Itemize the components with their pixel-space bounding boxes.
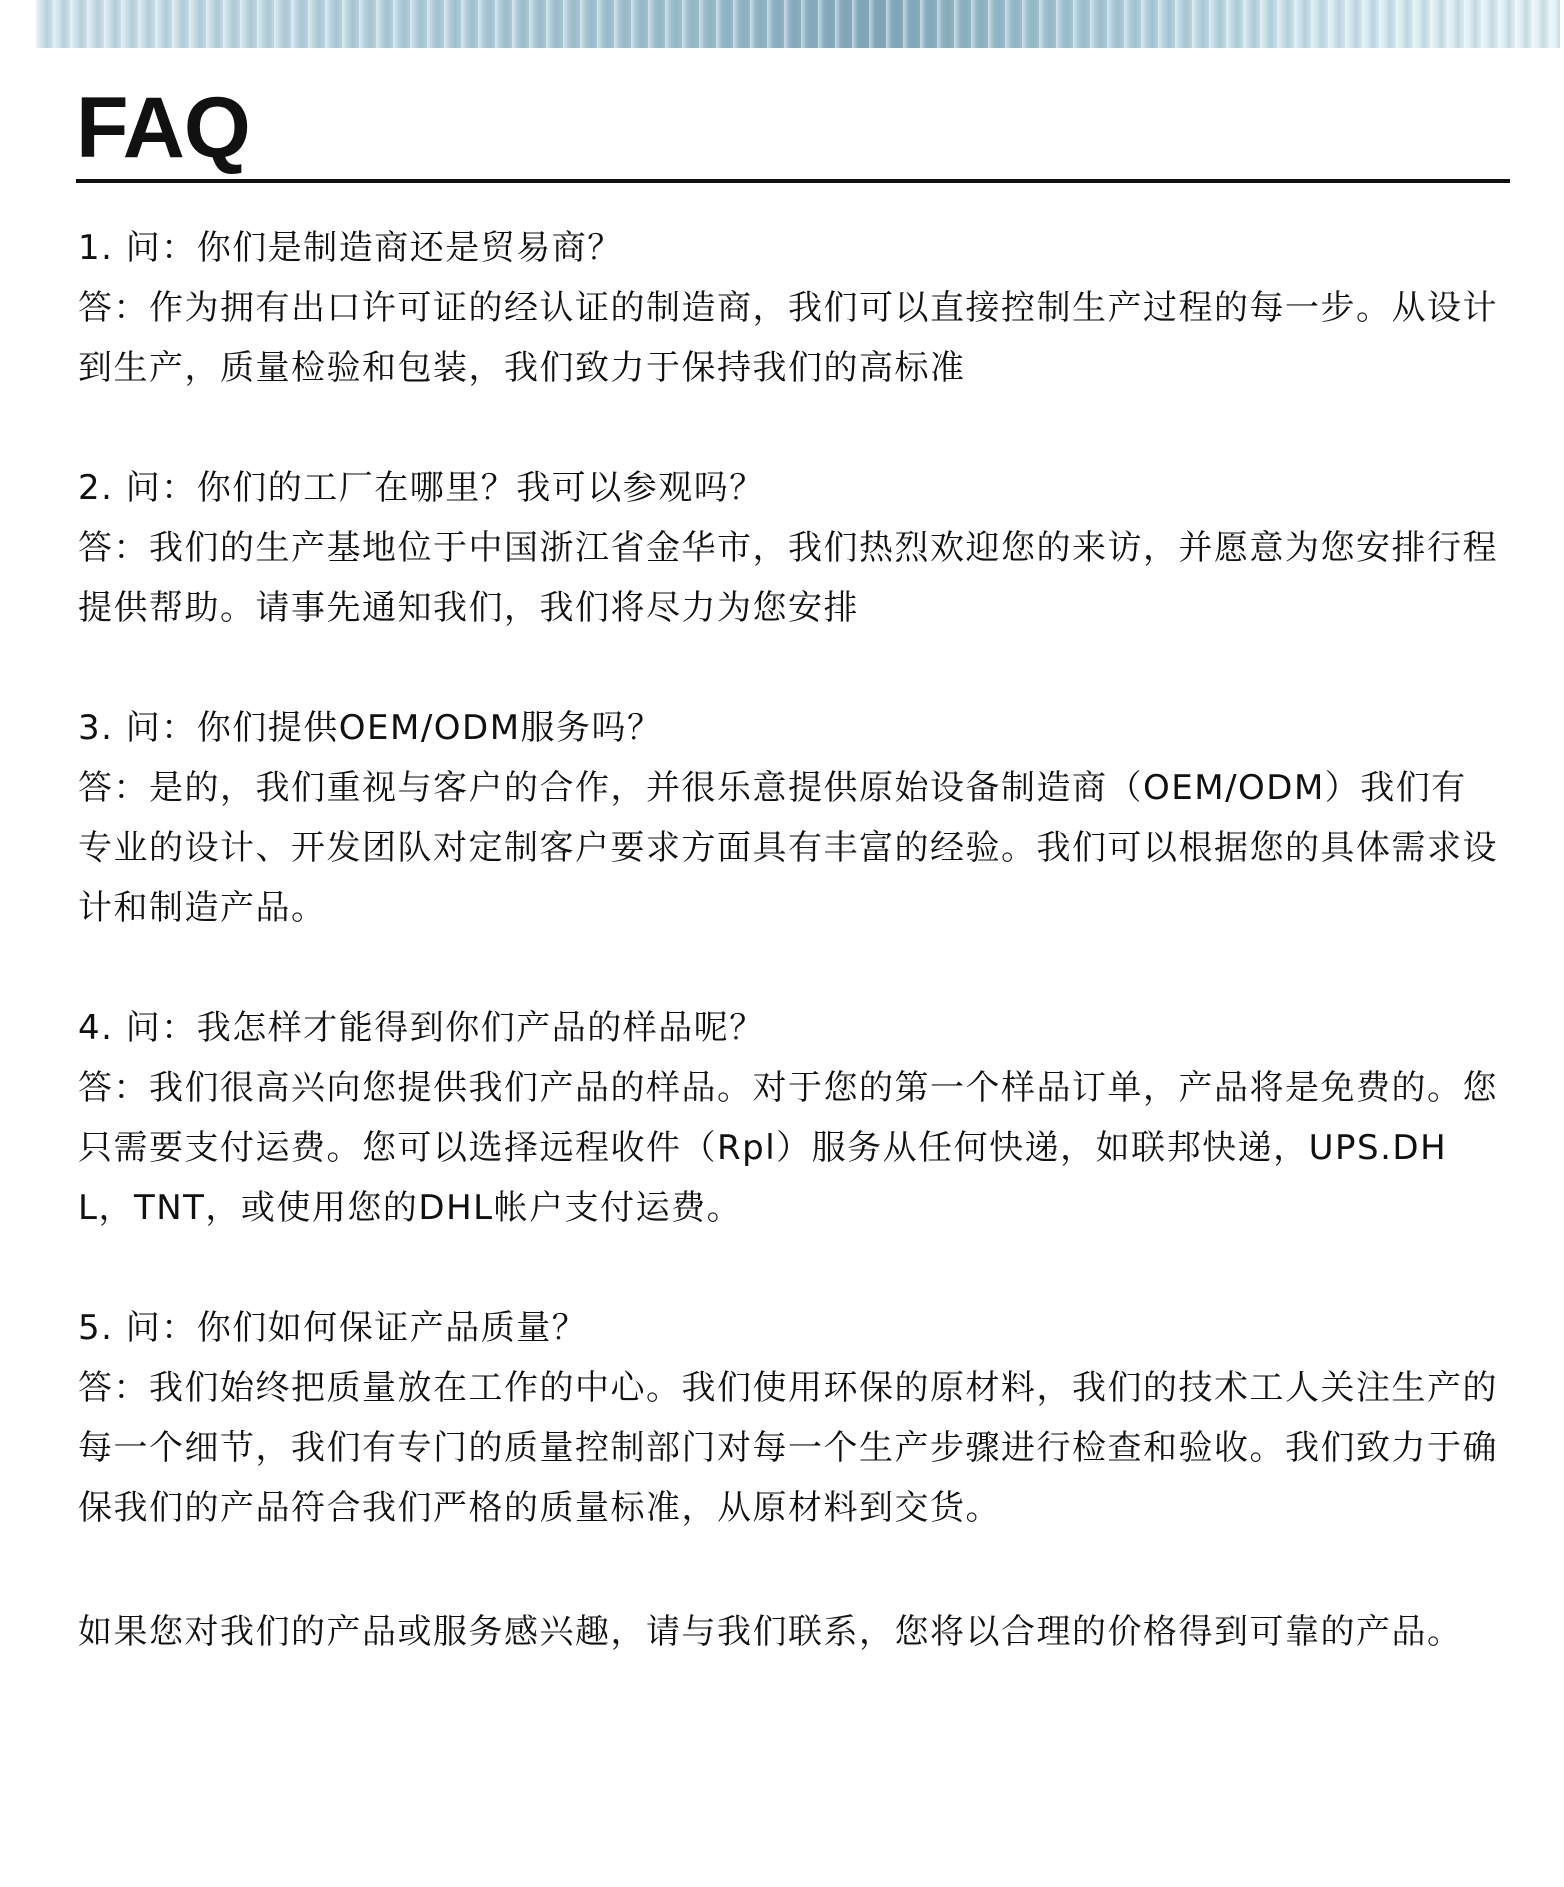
faq-answer: 答：我们的生产基地位于中国浙江省金华市，我们热烈欢迎您的来访，并愿意为您安排行程提供帮助。请事先通知我们，我们将尽力为您安排 bbox=[78, 528, 1498, 628]
faq-answer: 答：我们始终把质量放在工作的中心。我们使用环保的原材料，我们的技术工人关注生产的每一个细节，我们有专门的质量控制部门对每一个生产步骤进行检查和验收。我们致力于确保我们的产品符合我们严格的质量标准，从原材料到交货。 bbox=[78, 1368, 1498, 1528]
faq-answer: 答：作为拥有出口许可证的经认证的制造商，我们可以直接控制生产过程的每一步。从设计到生产，质量检验和包装，我们致力于保持我们的高标准 bbox=[78, 288, 1498, 388]
faq-item bbox=[78, 1298, 1498, 1538]
faq-question: 5. 问：你们如何保证产品质量？ bbox=[78, 1308, 588, 1348]
faq-item bbox=[78, 698, 1498, 938]
faq-item bbox=[78, 218, 1498, 398]
header-banner-image bbox=[36, 0, 1560, 48]
faq-item bbox=[78, 458, 1498, 638]
faq-answer: 答：我们很高兴向您提供我们产品的样品。对于您的第一个样品订单，产品将是免费的。您只需要支付运费。您可以选择远程收件（Rpl）服务从任何快递，如联邦快递，UPS.DHL，TNT，或使用您的DHL帐户支付运费。 bbox=[78, 1068, 1498, 1228]
faq-question: 1. 问：你们是制造商还是贸易商？ bbox=[78, 228, 623, 268]
closing-contact-text: 如果您对我们的产品或服务感兴趣，请与我们联系，您将以合理的价格得到可靠的产品。 bbox=[78, 1612, 1463, 1652]
faq-question: 4. 问：我怎样才能得到你们产品的样品呢？ bbox=[78, 1008, 765, 1048]
faq-answer: 答：是的，我们重视与客户的合作，并很乐意提供原始设备制造商（OEM/ODM）我们有专业的设计、开发团队对定制客户要求方面具有丰富的经验。我们可以根据您的具体需求设计和制造产品。 bbox=[78, 768, 1498, 928]
faq-item bbox=[78, 998, 1498, 1238]
faq-list bbox=[78, 218, 1498, 1598]
faq-question: 2. 问：你们的工厂在哪里？我可以参观吗？ bbox=[78, 468, 765, 508]
page-title: FAQ bbox=[76, 80, 250, 176]
title-divider bbox=[76, 179, 1510, 183]
faq-question: 3. 问：你们提供OEM/ODM服务吗？ bbox=[78, 708, 663, 748]
